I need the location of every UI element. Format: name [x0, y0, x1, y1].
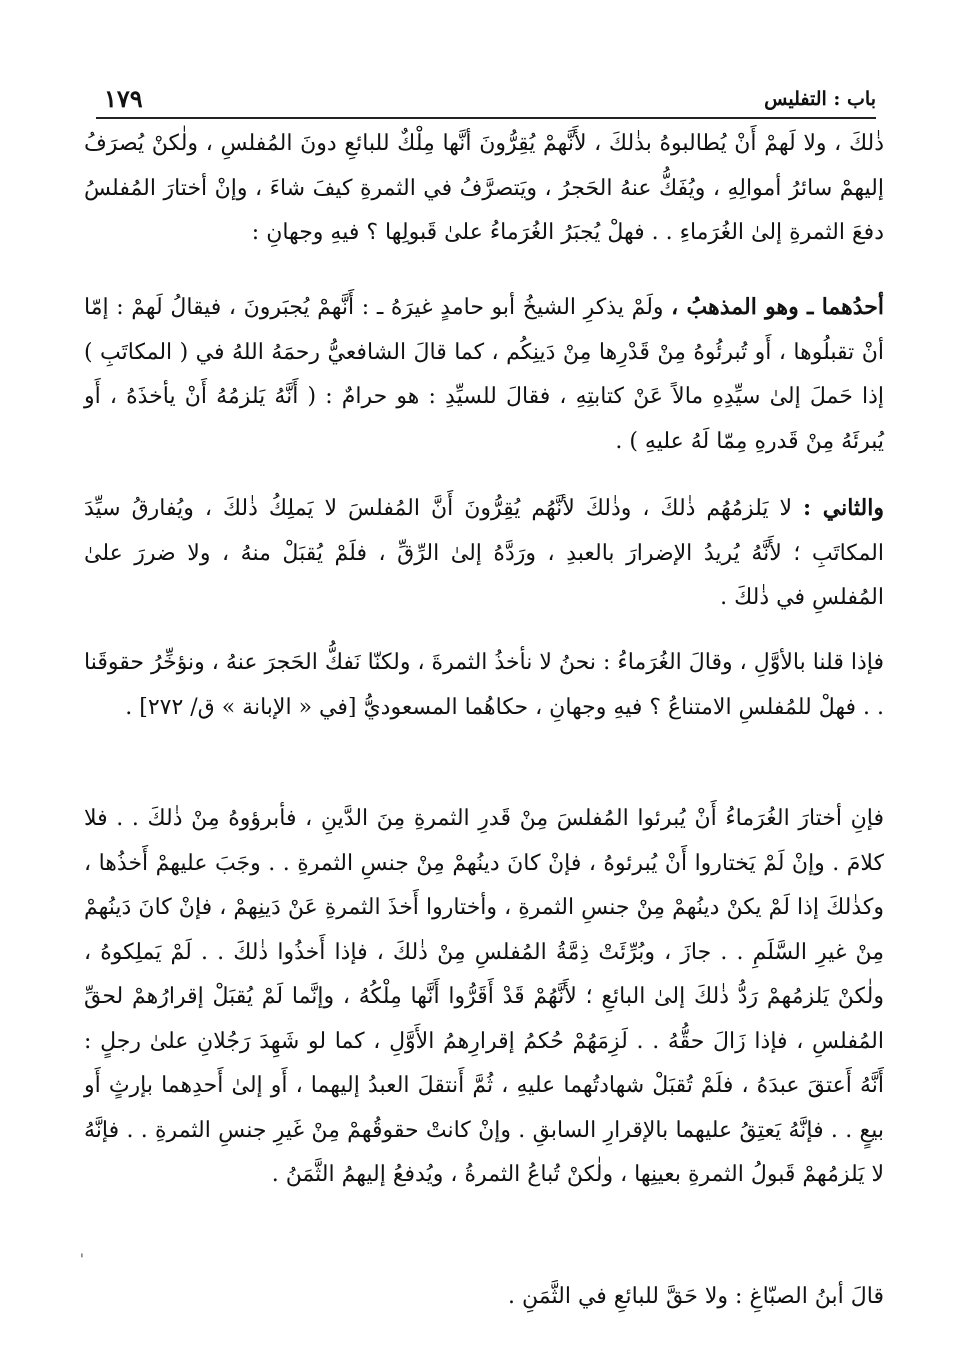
paragraph-3-text: لا يَلزمُهُم ذٰلكَ ، وذٰلكَ لأنَّهُم يُقِرُّونَ أَنَّ المُفلسَ لا يَملِكُ ذٰلكَ ، ويُفارقُ سيِّدَ المكاتَبِ ؛ لأَنَّهُ يُريدُ الإضرارَ بالعبدِ ، ورَدَّهُ إلىٰ الرِّقِّ ، فلَمْ يُقبَلْ منهُ ، ولا ضررَ علىٰ المُفلسِ في ذٰلكَ .: [84, 496, 884, 610]
paragraph-4: [84, 641, 884, 730]
paragraph-2: [84, 285, 884, 464]
page-header: [96, 84, 876, 116]
paragraph-5: [84, 797, 884, 1198]
header-rule: [96, 117, 876, 119]
chapter-title: باب : التفليس: [764, 88, 876, 110]
paragraph-3-lead: والثاني :: [803, 495, 884, 521]
paragraph-1: [84, 122, 884, 256]
paragraph-1-text: ذٰلكَ ، ولا لَهمْ أَنْ يُطالبوهُ بذٰلكَ ، لأَنَّهمْ يُقِرُّونَ أنَّها مِلْكٌ للبائعِ دونَ المُفلسِ ، ولٰكنْ يُصرَفُ إليهمْ سائرُ أموالِهِ ، ويُفَكُّ عنهُ الحَجرُ ، ويَتصرَّفُ في الثمرةِ كيفَ شاءَ ، وإنْ أختارَ المُفلسُ دفعَ الثمرةِ إلىٰ الغُرَماءِ . . فهلْ يُجبَرُ الغُرَماءُ علىٰ قَبولِها ؟ فيهِ وجهانِ :: [84, 131, 884, 245]
paragraph-6-text: قالَ أبنُ الصبّاغِ : ولا حَقَّ للبائعِ في الثَّمَنِ .: [508, 1284, 884, 1309]
paragraph-5-text: فإنِ أختارَ الغُرَماءُ أَنْ يُبرئوا المُفلسَ مِنْ قَدرِ الثمرةِ مِنَ الدَّينِ ، فأبرؤوهُ مِنْ ذٰلكَ . . فلا كلامَ . وإنْ لَمْ يَختاروا أَنْ يُبرئوهُ ، فإنْ كانَ دينُهمْ مِنْ جنسِ الثمرةِ . . وجَبَ عليهمْ أَخذُها ، وكذٰلكَ إذا لَمْ يكنْ دينُهمْ مِنْ جنسِ الثمرةِ ، وأختاروا أَخذَ الثمرةِ عَنْ دَينِهمْ ، فإنْ كانَ دَينُهمْ مِنْ غيرِ السَّلَمِ . . جازَ ، وبُرِّئَتْ ذِمَّةُ المُفلسِ مِنْ ذٰلكَ ، فإذا أَخذُوا ذٰلكَ . . لَمْ يَملِكوهُ ، ولٰكنْ يَلزمُهمْ رَدُّ ذٰلكَ إلىٰ البائعِ ؛ لأَنَّهُمْ قَدْ أَقَرُّوا أَنَّها مِلْكُهُ ، وإنَّما لَمْ يُقبَلْ إقرارُهمْ لحقِّ المُفلسِ ، فإذا زَالَ حقُّهُ . . لَزِمَهُمْ حُكمُ إقرارِهمُ الأَوَّلِ ، كما لو شَهِدَ رَجُلانِ علىٰ رجلٍ : أَنَّهُ أَعتقَ عبدَهُ ، فلَمْ تُقبَلْ شهادتُهما عليهِ ، ثُمَّ أَنتقلَ العبدُ إليهما ، أَو إلىٰ أَحدِهما بإرثٍ أَو بيعٍ . . فإنَّهُ يَعتِقُ عليهما بالإقرارِ السابقِ . وإنْ كانتْ حقوقُهمْ مِنْ غَيرِ جنسِ الثمرةِ . . فإنَّهُ لا يَلزمُهمْ قَبولُ الثمرةِ بعينِها ، ولٰكنْ تُباعُ الثمرةُ ، ويُدفعُ إليهمُ الثَّمَنُ .: [84, 806, 884, 1187]
margin-dot: ': [80, 1252, 84, 1268]
paragraph-2-lead: أحدُهما ـ وهو المذهبُ ،: [671, 294, 884, 320]
paragraph-4-text: فإذا قلنا بالأوَّلِ ، وقالَ الغُرَماءُ : نحنُ لا نأخذُ الثمرةَ ، ولكنّا نَفكُّ الحَجرَ عنهُ ، ونؤخِّرُ حقوقَنا . . فهلْ للمُفلسِ الامتناعُ ؟ فيهِ وجهانِ ، حكاهُما المسعوديُّ [في « الإبانة » ق/ ٢٧٢] .: [84, 650, 884, 720]
paragraph-2-text: ولَمْ يذكرِ الشيخُ أبو حامدٍ غيرَهُ ـ : أَنَّهمْ يُجبَرونَ ، فيقالُ لَهمْ : إمّا أنْ تقبلُوها ، أَو تُبرئُوهُ مِنْ قَدْرِها مِنْ دَينِكُم ، كما قالَ الشافعيُّ رحمَهُ اللهُ في ( المكاتَبِ ) إذا حَملَ إلىٰ سيِّدِهِ مالاً عَنْ كتابتِهِ ، فقالَ للسيِّدِ : هو حرامٌ : ( أَنَّهُ يَلزمُهُ أَنْ يأخذَهُ ، أَو يُبرئَهُ مِنْ قَدرهِ مِمّا لَهُ عليهِ ) .: [84, 295, 884, 454]
paragraph-3: [84, 486, 884, 621]
paragraph-6: [84, 1275, 884, 1320]
page-number: ١٧٩: [104, 84, 143, 113]
